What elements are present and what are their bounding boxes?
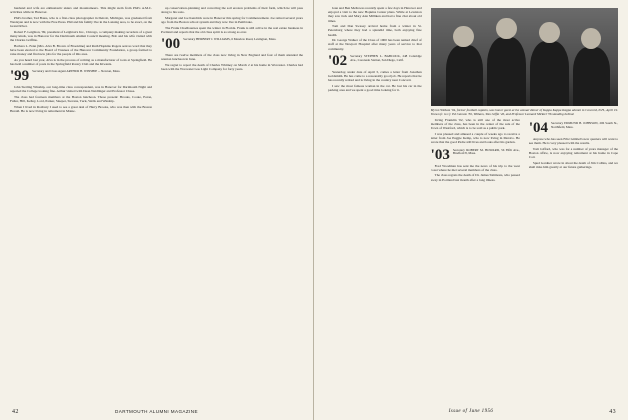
paragraph: I was pleased and amused a couple of weeks ago to receive a letter from Joe Puggie Kemp, who is now living in Mexico. He wrote that the good Padre still lives and looks after his garden. bbox=[430, 132, 520, 145]
class-heading-03 bbox=[431, 148, 520, 162]
issue-date: Issue of June 1956 bbox=[448, 409, 494, 414]
left-column-1 bbox=[10, 6, 152, 400]
class-notes-text bbox=[328, 70, 422, 92]
class-secretary: Secretary EDMUND B. JOHNSON, 206 South St., Northfield, Mass. bbox=[551, 121, 618, 129]
paragraph: John Sterling Winship, our long-time class correspondent, was in Hanover for Dartmouth Night and reported the College looking fine. Arthur visited with Dean Neidlinger and Professor Chase. bbox=[10, 85, 152, 94]
class-secretary: Secretary and Class Agent ARTHUR H. WINSHIP ... Newton, Mass. bbox=[32, 69, 121, 74]
right-page-columns bbox=[328, 6, 618, 400]
class-notes-text bbox=[529, 137, 618, 169]
right-column-1 bbox=[328, 6, 422, 400]
paragraph: Irving Franklin '02, who is still one of the most active members of the class, has been in the center of the sale of the Town of Westford, which is to be sold as a public park. bbox=[430, 118, 520, 131]
class-secretary: Secretary HERBERT J. WILLIAMS, 6 Meadow Road, Lexington, Mass. bbox=[183, 37, 277, 41]
alumni-dinner-photo bbox=[431, 8, 618, 106]
right-page bbox=[314, 0, 628, 420]
paragraph: Tom Gifford, who was for a number of years manager of the Boston office, is now enjoying retirement at his home in Cape Cod. bbox=[528, 146, 618, 160]
paragraph: Barbara L. Fenn (Mrs. Alva B. Brown of Brookline) and Ruth Hopkins Rogers sent us word that they have been elected to the Board of Trustees of the Hanover Community Foundation, a group formed to raise money and find new jobs for the people of this area. bbox=[10, 43, 152, 57]
paragraph: Yesterday, under date of April 3, comes a letter from Jonathan Goldsmith. He has come to a reasonably good job. He reports that he has recently retired and is living in the country near Concord. bbox=[328, 69, 422, 83]
class-year: '99 bbox=[10, 68, 30, 85]
class-notes-text bbox=[431, 164, 520, 182]
paragraph: We regret to report the death of Charles Whitney on March 2 at his home in Worcester. Charles had been with the Worcester Gas Light Company for forty years. bbox=[161, 62, 303, 71]
class-heading-00 bbox=[161, 37, 303, 51]
class-notes-text bbox=[161, 6, 303, 34]
right-column-2 bbox=[431, 6, 618, 400]
class-notes-text bbox=[10, 6, 152, 66]
class-heading-02 bbox=[328, 54, 422, 68]
paragraph: Margaret and Joe Kendrick were in Hanover this spring for Commencement. Joe retired several years ago from the Boston school system and they now live in Pembroke. bbox=[161, 15, 303, 24]
class-secretary: Secretary ROBERT M. HOWARD, 56 Fifth Ave., Bradford 8, Mass. bbox=[452, 147, 520, 156]
paragraph: up conservation-planning and correcting the soil erosion problems of their farm, which he will pass along to his sons. bbox=[161, 6, 303, 15]
left-column-2 bbox=[161, 6, 303, 400]
paragraph: I saw the most famous woman in the car. He lost his car in the parking area and we spent a good time looking for it. bbox=[328, 83, 422, 93]
class-year: '00 bbox=[161, 36, 181, 52]
class-year: '02 bbox=[328, 52, 348, 69]
paragraph: Spud Gardner wrote in about the death of Jim Collins, and we shall miss him greatly at our future gatherings. bbox=[528, 160, 618, 169]
page-number: 42 bbox=[12, 409, 19, 415]
class-year: '03 bbox=[430, 146, 450, 163]
class-notes-text bbox=[328, 6, 422, 51]
paragraph: Robert F. Leighton, '99, president of Leighton's Inc., Chicago, a company making recorders of a great many kinds, was in Hanover for the Dartmouth Alumni Council meeting. Bob and his wife visited with the Charles Griffins. bbox=[10, 29, 152, 43]
class-notes-text bbox=[431, 118, 520, 145]
class-year: '04 bbox=[528, 120, 549, 136]
class-heading-99 bbox=[10, 69, 152, 83]
paragraph: Fred Woodman has sent me the news of his trip to the west coast where he met several members of the class. bbox=[430, 163, 520, 172]
paragraph: Anyone who has seen Fritz Gimbel's new quarters will want to see them. He is very pleased with the results. bbox=[528, 137, 618, 146]
paragraph: When I lived in Roxbury I used to see a great deal of Harry Brooks, who was then with the Boston Herald. He is now living in retirement in Maine. bbox=[10, 104, 152, 113]
paragraph: As you heard last year, Alva is in the process of retiring as a manufacturer of tools at Springfield. He has held a number of posts in the Springfield Rotary Club and the Kiwanis. bbox=[10, 57, 152, 66]
paragraph: The Frank Chadbournes spent the winter in Florida. Frank is still active in the real estate business in Portland and reports that the old class spirit is as strong as ever. bbox=[161, 25, 303, 34]
paragraph: Tom and Dan Swasey arrived home from a winter in St. Petersburg where they had a splendid time, both enjoying fine health. bbox=[328, 24, 422, 37]
paragraph: There are twelve members of the class now living in New England and four of them attended the reunion luncheon in June. bbox=[161, 53, 303, 62]
paragraph: The class had fourteen members at the Boston luncheon. Those present: Brooks, Cooke, Eaton, Fuller, Hill, Kelley, Lord, Parker, Sleeper, Stevens, Tuck, Wells and Winship. bbox=[10, 95, 152, 104]
photo-caption: Myron Witham '04, former football captain, was honor guest at the annual dinner of Kappa Kappa Kappa alumni in Concord, N.H., April 19. Shown (l. to r.): Ed Cannon '36, Witham, Tom Giffin '26, and Professor Leonard Mirkiel '36 standing behind. bbox=[430, 108, 618, 116]
left-page-columns bbox=[10, 6, 303, 400]
class-secretary: Secretary STEPHEN L. BABCOCK, 248 Coleridge Ave., Coronado Station, San Diego, Calif. bbox=[350, 53, 422, 62]
class-notes-text bbox=[161, 53, 303, 71]
paragraph: Jean and Ben Mellowes recently spent a few days in Hanover and enjoyed a visit to the new Hopkins Center plans. While at Lewiston they saw Jack and Mary Ann Milliken and had a fine chat about old times. bbox=[328, 6, 422, 23]
right-footer bbox=[314, 409, 628, 414]
paragraph: Phil's brother, Ted Bates, who is a first-class photographer in Detroit, Michigan, was graduated from Wesleyan and is now with the Free Press. Phil and his family live in the Lansing area, to be exact, on the Grand River. bbox=[10, 15, 152, 29]
class-notes-text bbox=[10, 85, 152, 113]
paragraph: Dr. George Walker of the Class of 1900 has been named chief of staff at the Newport Hospital after many years of service to that community. bbox=[328, 38, 422, 51]
paragraph: husband and wife are enthusiastic skiers and mountaineers. This might stem from Phil's A.M.C. activities while in Hanover. bbox=[10, 6, 152, 15]
magazine-title: DARTMOUTH ALUMNI MAGAZINE bbox=[115, 409, 198, 414]
paragraph: The class regrets the death of Dr. James Simmons, who passed away in Portland last month after a long illness. bbox=[430, 173, 520, 182]
class-heading-04 bbox=[529, 121, 618, 135]
page-number: 43 bbox=[609, 409, 616, 415]
left-footer bbox=[0, 409, 313, 414]
